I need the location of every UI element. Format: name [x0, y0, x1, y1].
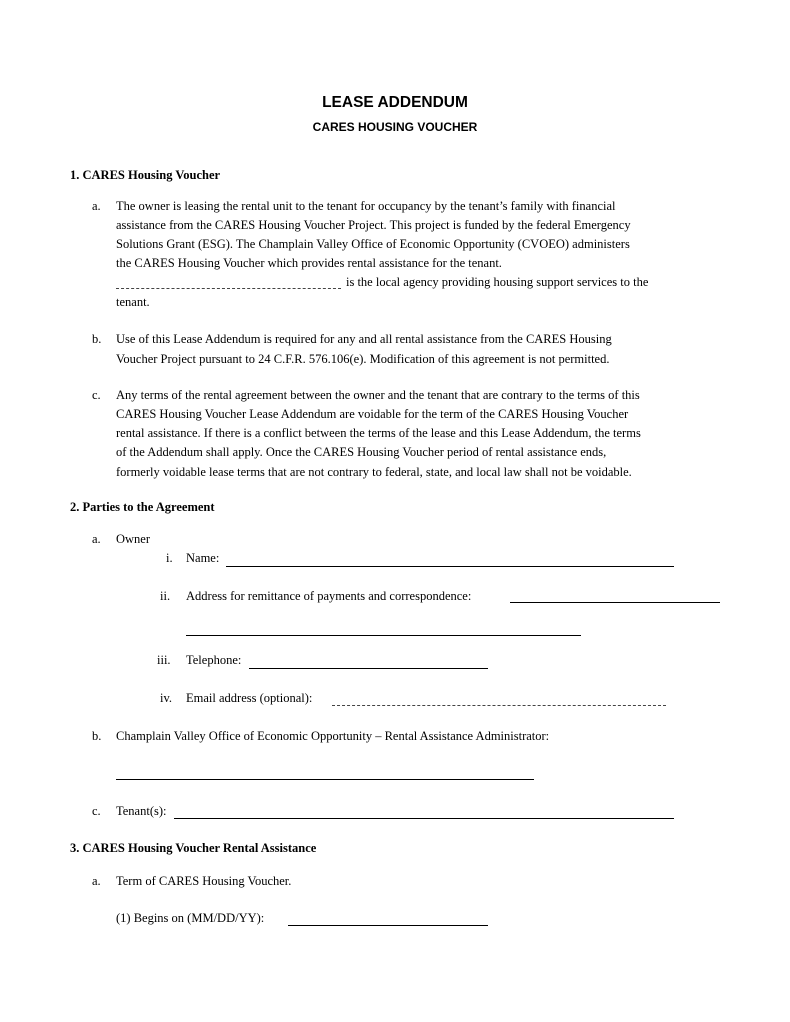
- section-1c-line-5: formerly voidable lease terms that are not contrary to federal, state, and local law shall not be voidable.: [116, 465, 632, 479]
- section-1a-line-3: Solutions Grant (ESG). The Champlain Valley Office of Economic Opportunity (CVOEO) administers: [116, 237, 630, 251]
- owner-address-label: Address for remittance of payments and correspondence:: [186, 589, 472, 603]
- section-1c-line-2: CARES Housing Voucher Lease Addendum are voidable for the term of the CARES Housing Voucher: [116, 407, 629, 421]
- section-2b-marker: b.: [92, 729, 102, 743]
- section-1a-line-1: The owner is leasing the rental unit to the tenant for occupancy by the tenant’s family with financial: [116, 199, 616, 213]
- owner-address-field-continued[interactable]: [186, 635, 581, 636]
- section-2-heading: 2. Parties to the Agreement: [70, 500, 215, 514]
- section-1c-line-4: of the Addendum shall apply. Once the CARES Housing Voucher period of rental assistance ends,: [116, 445, 607, 459]
- section-1b-line-1: Use of this Lease Addendum is required for any and all rental assistance from the CARES Housing: [116, 332, 612, 346]
- owner-email-label: Email address (optional):: [186, 691, 313, 705]
- owner-email-field[interactable]: [332, 705, 666, 706]
- section-1b-marker: b.: [92, 332, 102, 346]
- owner-name-label: Name:: [186, 551, 220, 565]
- section-1-heading: 1. CARES Housing Voucher: [70, 168, 221, 182]
- begins-on-date-field[interactable]: [288, 925, 488, 926]
- document-title: LEASE ADDENDUM: [322, 94, 468, 111]
- owner-telephone-marker: iii.: [157, 653, 171, 667]
- owner-name-marker: i.: [166, 551, 173, 565]
- rental-assistance-administrator-field[interactable]: [116, 779, 534, 780]
- section-1a-marker: a.: [92, 199, 101, 213]
- owner-name-field[interactable]: [226, 566, 674, 567]
- tenants-label: Tenant(s):: [116, 804, 167, 818]
- owner-address-marker: ii.: [160, 589, 171, 603]
- section-1a-line-4: the CARES Housing Voucher which provides rental assistance for the tenant.: [116, 256, 502, 270]
- section-1a-line-2: assistance from the CARES Housing Voucher Project. This project is funded by the federal Emergency: [116, 218, 631, 232]
- document-subtitle: CARES HOUSING VOUCHER: [312, 120, 478, 134]
- tenants-field[interactable]: [174, 818, 674, 819]
- section-3-heading: 3. CARES Housing Voucher Rental Assistance: [70, 841, 317, 855]
- section-1b-line-2: Voucher Project pursuant to 24 C.F.R. 576.106(e). Modification of this agreement is not permitted.: [116, 352, 610, 366]
- section-1a-line-6: tenant.: [116, 295, 150, 309]
- section-2a-marker: a.: [92, 532, 101, 546]
- section-2c-marker: c.: [92, 804, 101, 818]
- owner-telephone-field[interactable]: [249, 668, 488, 669]
- section-3a-marker: a.: [92, 874, 101, 888]
- section-1a-line-5: is the local agency providing housing support services to the: [346, 275, 649, 289]
- section-1c-line-3: rental assistance. If there is a conflict between the terms of the lease and this Lease Addendum, the terms: [116, 426, 641, 440]
- rental-assistance-administrator-label: Champlain Valley Office of Economic Opportunity – Rental Assistance Administrator:: [116, 729, 550, 743]
- owner-email-marker: iv.: [160, 691, 173, 705]
- section-1c-marker: c.: [92, 388, 101, 402]
- owner-address-field[interactable]: [510, 602, 720, 603]
- owner-telephone-label: Telephone:: [186, 653, 242, 667]
- voucher-term-label: Term of CARES Housing Voucher.: [116, 874, 292, 888]
- begins-on-label: (1) Begins on (MM/DD/YY):: [116, 911, 265, 925]
- section-1c-line-1: Any terms of the rental agreement between the owner and the tenant that are contrary to the terms of this: [116, 388, 640, 402]
- support-agency-blank-line[interactable]: [116, 288, 341, 289]
- owner-label: Owner: [116, 532, 151, 546]
